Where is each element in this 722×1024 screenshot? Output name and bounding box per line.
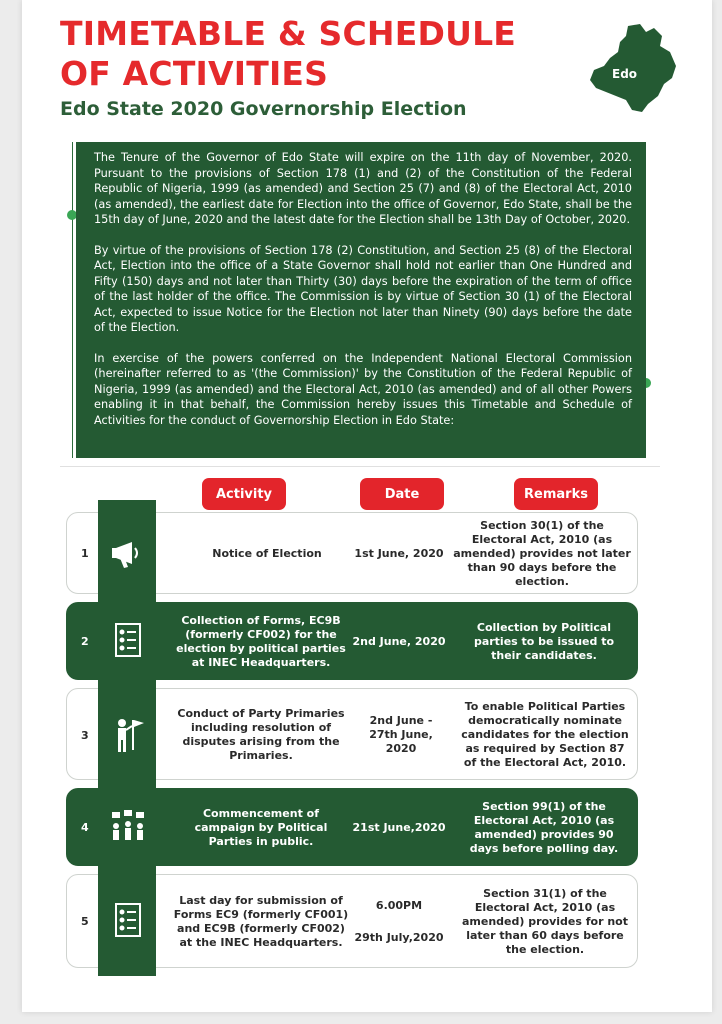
activity-cell: Commencement of campaign by Political Parties in public. [194, 807, 328, 848]
header-remarks: Remarks [514, 478, 598, 510]
activity-cell: Last day for submission of Forms EC9 (formerly CF001) and EC9B (formerly CF002) at the INEC Headquarters. [173, 894, 349, 949]
date-cell: 29th July,2020 [354, 931, 444, 944]
header-activity: Activity [202, 478, 286, 510]
remarks-cell: Section 99(1) of the Electoral Act, 2010 (as amended) provides 90 days before polling day. [469, 800, 619, 855]
intro-left-line [72, 142, 73, 458]
activity-cell: Collection of Forms, EC9B (formerly CF002) for the election by political parties at INEC Headquarters. [176, 614, 346, 669]
date-cell: 21st June,2020 [352, 821, 446, 834]
remarks-cell: Collection by Political parties to be issued to their candidates. [473, 621, 615, 662]
page-title: TIMETABLE & SCHEDULE OF ACTIVITIES [60, 14, 517, 93]
date-cell: 1st June, 2020 [354, 547, 444, 560]
date-cell: 2nd June - 27th June, 2020 [369, 714, 433, 755]
row-number: 5 [81, 915, 89, 928]
form-document-icon [108, 900, 148, 940]
megaphone-icon [108, 534, 148, 574]
remarks-cell: To enable Political Parties democratically nominate candidates for the election as required by Section 87 of the Electoral Act, 2010. [461, 700, 629, 769]
activity-cell: Notice of Election [212, 547, 322, 560]
intro-paragraph-3: In exercise of the powers conferred on the Independent National Electoral Commission (hereinafter referred to as '(the Commission)' by the Constitution of the Federal Republic of Nigeria, 1999 (as amended) and the Electoral Act, 2010 (as amended) and of all other Powers enabling it in that behalf, the Commission hereby issues this Timetable and Schedule of Activities for the conduct of Governorship Election in Edo State: [94, 351, 632, 427]
intro-paragraph-1: The Tenure of the Governor of Edo State will expire on the 11th day of November, 2020. Pursuant to the provisions of Section 178 (1) and (2) of the Constitution of the Federal Republic of Nigeria, 1999 (as amended) and Section 25 (7) and (8) of the Electoral Act, 2010 (as amended), the earliest date for Election into the office of Governor, Edo State, shall be the 15th day of June, 2020 and the latest date for the Election shall be 13th Day of October, 2020. [94, 151, 632, 226]
campaign-crowd-icon [108, 806, 148, 846]
header-date: Date [360, 478, 444, 510]
divider [60, 466, 660, 467]
row-number: 2 [81, 635, 89, 648]
remarks-cell: Section 31(1) of the Electoral Act, 2010 (as amended) provides for not later than 60 days before the election. [462, 887, 628, 956]
intro-text-box [76, 142, 646, 458]
person-flag-icon [108, 714, 148, 754]
date-time-cell: 6.00PM [375, 899, 423, 912]
intro-paragraph-2: By virtue of the provisions of Section 178 (2) Constitution, and Section 25 (8) of the Electoral Act, Election into the office of a State Governor shall hold not earlier than One Hundred and Fifty (150) days and not later than Thirty (30) days before the expiration of the term of office of the last holder of the office. The Commission is by virtue of Section 30 (1) of the Electoral Act, expected to issue Notice for the Election not later than Ninety (90) days before the date of the Election. [94, 243, 632, 334]
row-number: 4 [81, 821, 89, 834]
map-label: Edo [612, 67, 638, 81]
row-number: 3 [81, 729, 89, 742]
activity-cell: Conduct of Party Primaries including resolution of disputes arising from the Primaries. [177, 707, 345, 762]
row-number: 1 [81, 547, 89, 560]
form-document-icon [108, 620, 148, 660]
page-subtitle: Edo State 2020 Governorship Election [60, 98, 467, 120]
remarks-cell: Section 30(1) of the Electoral Act, 2010 (as amended) provides not later than 90 days before the election. [453, 519, 631, 588]
date-cell: 2nd June, 2020 [352, 635, 446, 648]
